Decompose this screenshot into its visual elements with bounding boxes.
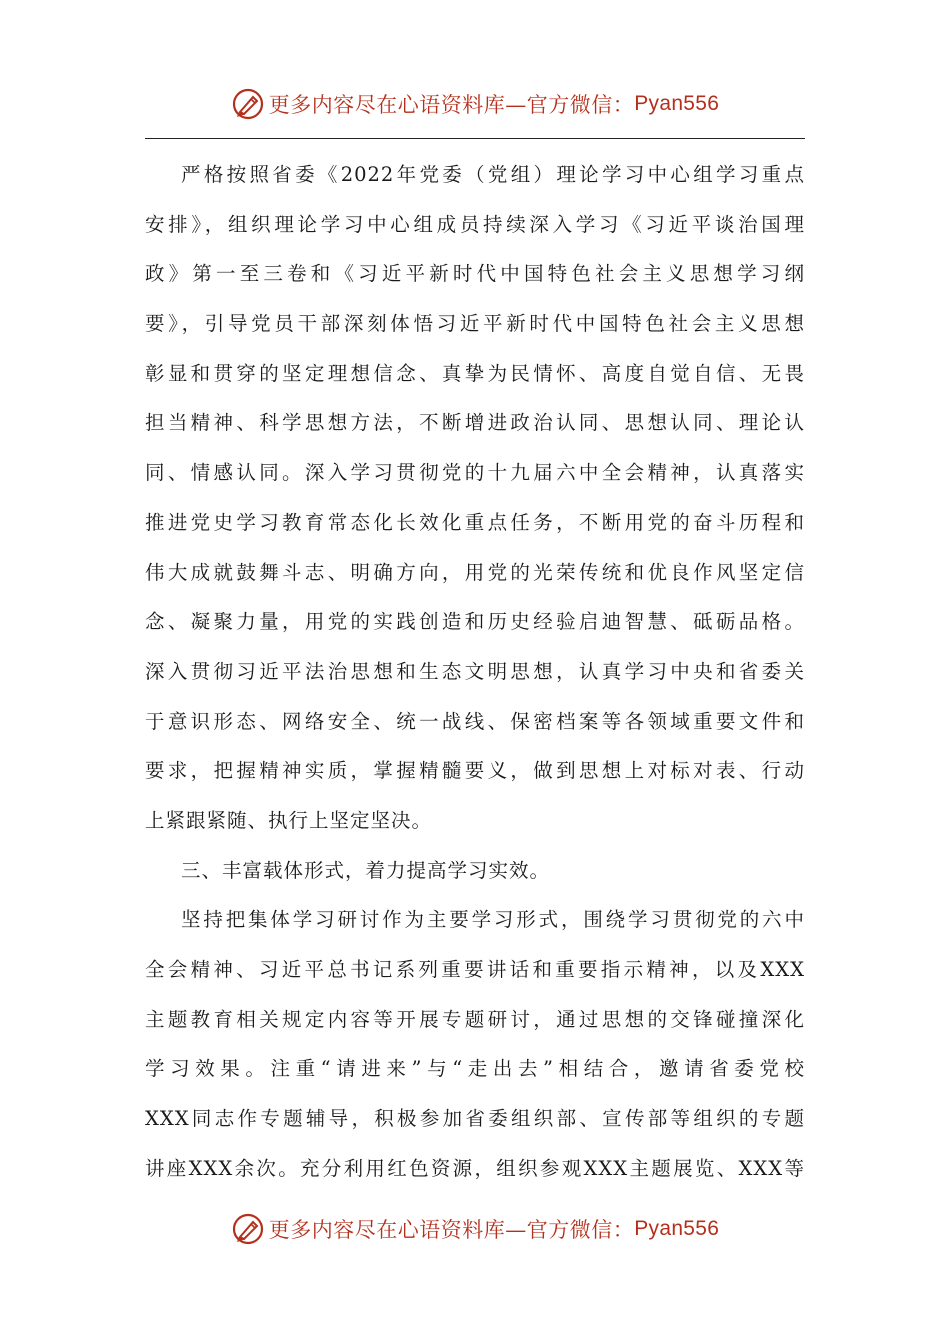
body-line: 彰显和贯穿的坚定理想信念、真挚为民情怀、高度自觉自信、无畏 <box>145 361 805 385</box>
body-line: 讲座XXX余次。充分利用红色资源，组织参观XXX主题展览、XXX等 <box>145 1156 805 1180</box>
footer-banner-text: 更多内容尽在心语资料库—官方微信： <box>268 1218 635 1242</box>
pen-nib-logo-icon <box>231 87 265 121</box>
footer-banner-id: Pyan556 <box>634 1217 720 1240</box>
body-line: 要求，把握精神实质，掌握精髓要义，做到思想上对标对表、行动 <box>145 759 805 783</box>
header-banner-id: Pyan556 <box>634 92 720 115</box>
header-banner-text: 更多内容尽在心语资料库—官方微信： <box>268 93 635 117</box>
body-line: 深入贯彻习近平法治思想和生态文明思想，认真学习中央和省委关 <box>145 659 805 683</box>
document-body <box>145 150 805 1193</box>
body-line: 主题教育相关规定内容等开展专题研讨，通过思想的交锋碰撞深化 <box>145 1007 805 1031</box>
body-line: 全会精神、习近平总书记系列重要讲话和重要指示精神，以及XXX <box>145 958 805 981</box>
body-line: 上紧跟紧随、执行上坚定坚决。 <box>145 808 433 832</box>
footer-banner <box>0 1207 950 1251</box>
body-line: 同、情感认同。深入学习贯彻党的十九届六中全会精神，认真落实 <box>145 461 805 485</box>
pen-nib-logo-icon <box>231 1212 265 1246</box>
body-line: 坚持把集体学习研讨作为主要学习形式，围绕学习贯彻党的六中 <box>181 908 805 932</box>
body-line: 念、凝聚力量，用党的实践创造和历史经验启迪智慧、砥砺品格。 <box>145 610 805 634</box>
body-line: 于意识形态、网络安全、统一战线、保密档案等各领域重要文件和 <box>145 709 805 733</box>
body-line: 政》第一至三卷和《习近平新时代中国特色社会主义思想学习纲 <box>145 262 805 286</box>
body-line: 伟大成就鼓舞斗志、明确方向，用党的光荣传统和优良作风坚定信 <box>145 560 805 584</box>
header-divider <box>145 138 805 139</box>
body-line: 担当精神、科学思想方法，不断增进政治认同、思想认同、理论认 <box>145 411 805 435</box>
body-line: 学习效果。注重“请进来”与“走出去”相结合，邀请省委党校 <box>145 1057 805 1081</box>
header-banner <box>0 82 950 126</box>
body-line: 安排》，组织理论学习中心组成员持续深入学习《习近平谈治国理 <box>145 212 805 236</box>
body-line: XXX同志作专题辅导，积极参加省委组织部、宣传部等组织的专题 <box>145 1107 805 1131</box>
body-line: 推进党史学习教育常态化长效化重点任务，不断用党的奋斗历程和 <box>145 510 805 534</box>
body-line: 要》，引导党员干部深刻体悟习近平新时代中国特色社会主义思想 <box>145 312 805 336</box>
section-heading: 三、丰富载体形式，着力提高学习实效。 <box>181 858 551 882</box>
body-line: 严格按照省委《2022年党委（党组）理论学习中心组学习重点 <box>181 163 805 186</box>
